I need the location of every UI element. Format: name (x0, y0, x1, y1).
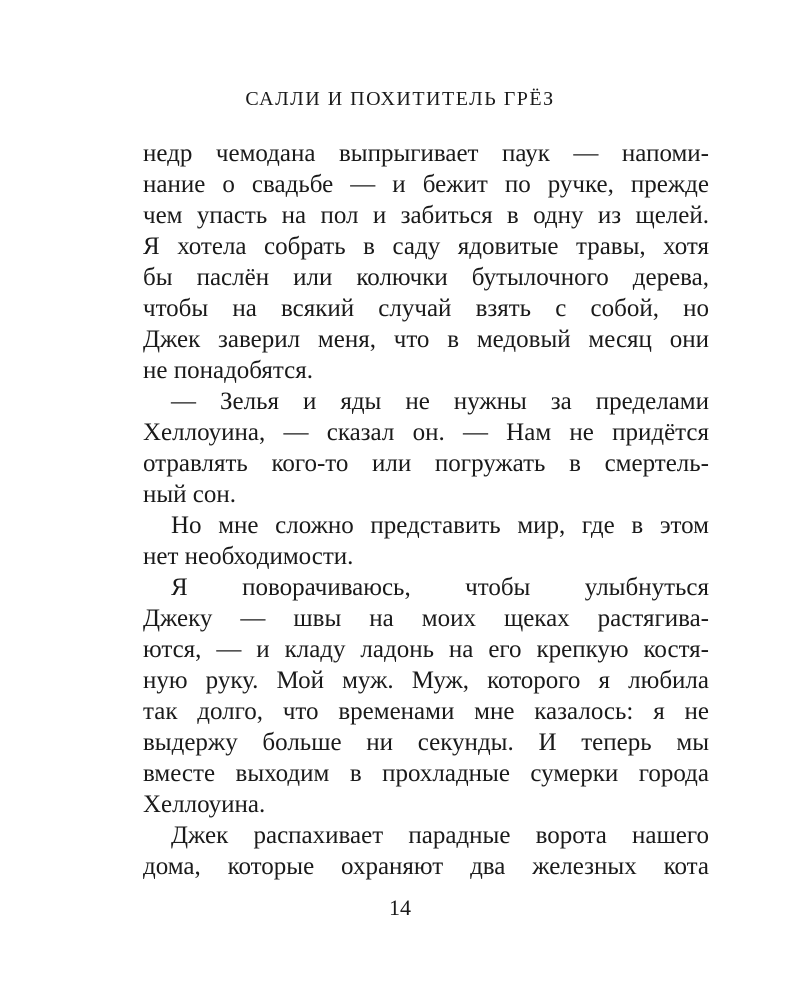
text-line: — Зелья и яды не нужны за пределами (171, 388, 709, 415)
text-line: Я поворачиваюсь, чтобы улыбнуться (171, 574, 709, 601)
text-line: Джеку — швы на моих щеках растягива- (143, 605, 709, 632)
text-line: так долго, что временами мне казалось: я не (143, 698, 709, 725)
text-line: Хеллоуина, — сказал он. — Нам не придётся (143, 419, 709, 446)
text-line: нет необходимости. (143, 543, 354, 570)
text-line: Джек заверил меня, что в медовый месяц они (143, 326, 709, 353)
text-line: Джек распахивает парадные ворота нашего (171, 822, 709, 849)
text-line: вместе выходим в прохладные сумерки города (143, 760, 709, 787)
text-line: не понадобятся. (143, 357, 313, 384)
running-head: САЛЛИ И ПОХИТИТЕЛЬ ГРЁЗ (245, 88, 555, 110)
page-number: 14 (389, 895, 411, 920)
text-line: ную руку. Мой муж. Муж, которого я любила (143, 667, 709, 694)
text-line: отравлять кого-то или погружать в смертель- (143, 450, 709, 477)
text-line: чем упасть на пол и забиться в одну из щелей. (143, 202, 709, 229)
text-line: дома, которые охраняют два железных кота (143, 853, 709, 880)
text-line: выдержу больше ни секунды. И теперь мы (143, 729, 709, 756)
text-line: Но мне сложно представить мир, где в этом (171, 512, 709, 539)
text-line: недр чемодана выпрыгивает паук — напоми- (143, 140, 709, 167)
text-line: Хеллоуина. (143, 791, 266, 818)
text-line: Я хотела собрать в саду ядовитые травы, хотя (143, 233, 709, 260)
text-line: нание о свадьбе — и бежит по ручке, прежде (143, 171, 709, 198)
text-line: ются, — и кладу ладонь на его крепкую костя- (143, 636, 709, 663)
body-text (143, 138, 709, 882)
text-line: чтобы на всякий случай взять с собой, но (143, 295, 709, 322)
text-line: ный сон. (143, 481, 237, 508)
text-line: бы паслён или колючки бутылочного дерева, (143, 264, 709, 291)
